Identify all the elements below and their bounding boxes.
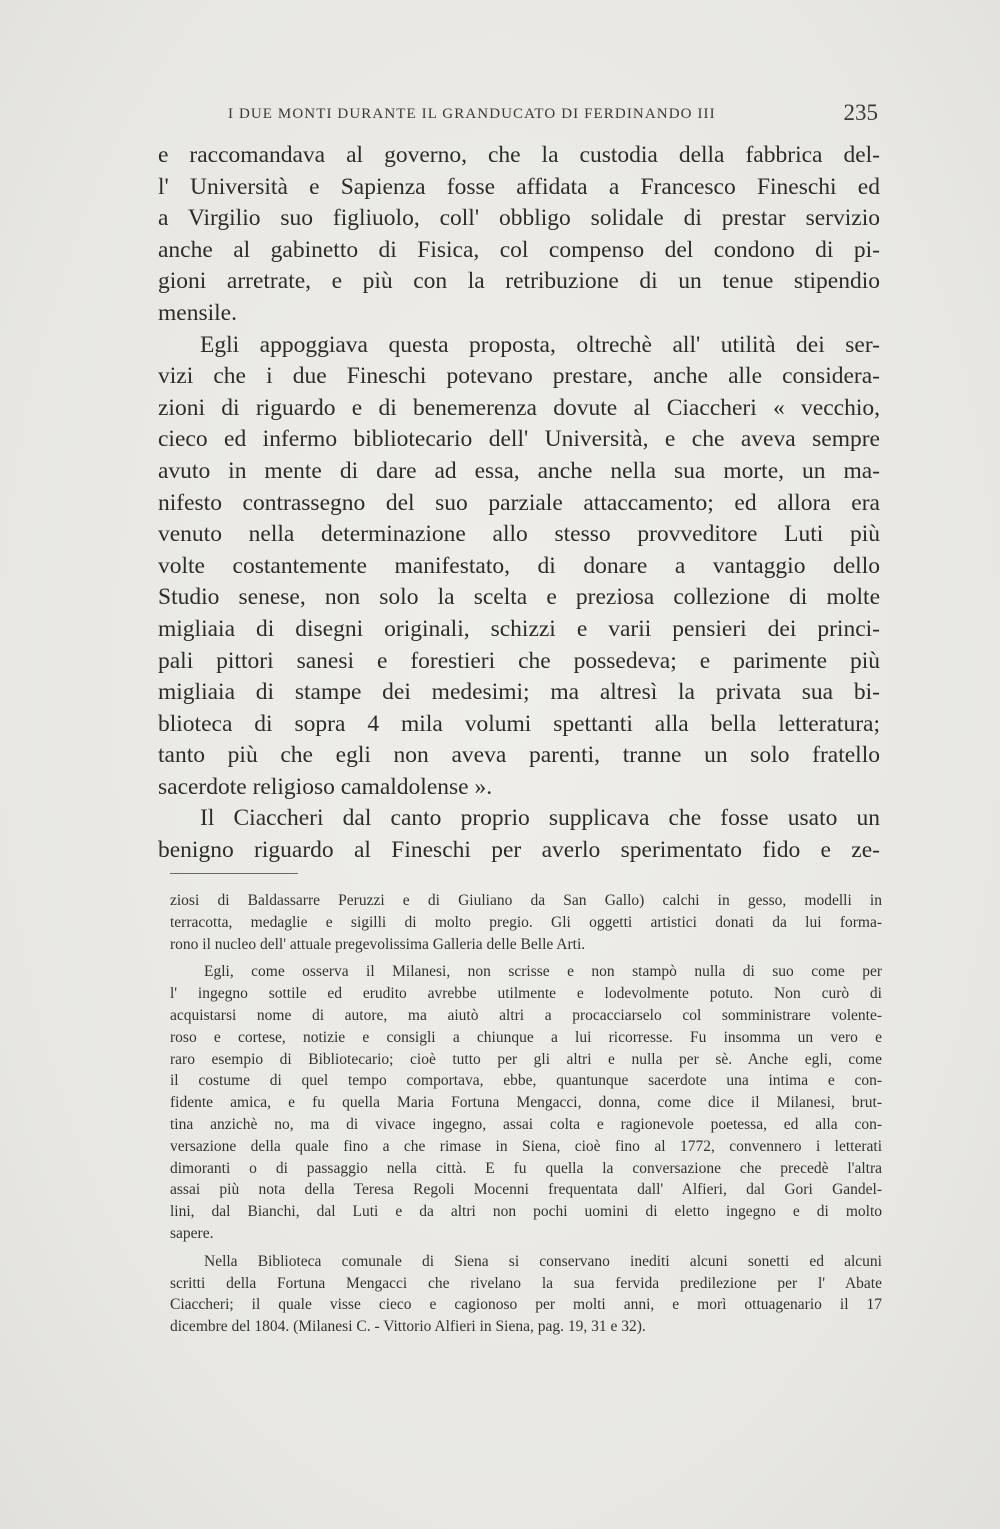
footnote-line: Nella Biblioteca comunale di Siena si conservano inediti alcuni sonetti ed alcuni [204, 1252, 882, 1270]
text-line: volte costantemente manifestato, di donare a vantaggio dello [158, 552, 880, 579]
footnote-line: fidente amica, e fu quella Maria Fortuna Mengacci, donna, come dice il Milanesi, brut- [170, 1094, 882, 1112]
page-number: 235 [843, 100, 878, 125]
footnote-line: rono il nucleo dell' attuale pregevolissima Galleria delle Belle Arti. [170, 935, 586, 953]
footnote-line: terracotta, medaglie e sigilli di molto pregio. Gli oggetti artistici donati da lui forma- [170, 913, 882, 931]
text-line: zioni di riguardo e di benemerenza dovute al Ciaccheri « vecchio, [158, 394, 880, 421]
text-line: cieco ed infermo bibliotecario dell' Università, e che aveva sempre [158, 426, 880, 453]
text-line: e raccomandava al governo, che la custodia della fabbrica del- [158, 142, 880, 168]
text-line: Egli appoggiava questa proposta, oltrechè all' utilità dei ser- [200, 331, 880, 358]
main-text [158, 140, 880, 867]
footnote-line: versazione della quale fino a che rimase in Siena, cioè fino al 1772, convennero i letterati [170, 1137, 882, 1155]
footnote-line: scritti della Fortuna Mengacci che rivelano la sua fervida predilezione per l' Abate [170, 1274, 882, 1292]
text-line: sacerdote religioso camaldolense ». [158, 773, 493, 800]
text-line: Studio senese, non solo la scelta e preziosa collezione di molte [158, 584, 880, 611]
text-line: a Virgilio suo figliuolo, coll' obbligo solidale di prestar servizio [158, 205, 880, 232]
footnote-line: Ciaccheri; il quale visse cieco e cagionoso per molti anni, e morì ottuagenario il 17 [170, 1296, 882, 1314]
footnote-line: raro esempio di Bibliotecario; cioè tutto per gli altri e nulla per sè. Anche egli, come [170, 1050, 882, 1068]
footnote-line: dicembre del 1804. (Milanesi C. - Vittorio Alfieri in Siena, pag. 19, 31 e 32). [170, 1318, 646, 1336]
text-line: tanto più che egli non aveva parenti, tranne un solo fratello [158, 742, 880, 769]
running-head: I DUE MONTI DURANTE IL GRANDUCATO DI FERDINANDO III [228, 106, 716, 122]
text-line: anche al gabinetto di Fisica, col compenso del condono di pi- [158, 236, 880, 263]
text-line: Il Ciaccheri dal canto proprio supplicava che fosse usato un [200, 805, 880, 832]
text-line: mensile. [158, 299, 237, 326]
footnote-line: il costume di quel tempo comportava, ebbe, quantunque sacerdote una intima e con- [170, 1072, 882, 1090]
text-line: pali pittori sanesi e forestieri che possedeva; e parimente più [158, 647, 880, 674]
footnote-line: acquistarsi nome di autore, ma aiutò altri a procacciarselo col somministrare volente- [170, 1006, 882, 1024]
text-line: blioteca di sopra 4 mila volumi spettanti alla bella letteratura; [158, 710, 880, 737]
text-line: venuto nella determinazione allo stesso provveditore Luti più [158, 521, 880, 548]
text-line: vizi che i due Fineschi potevano prestare, anche alle considera- [158, 363, 880, 390]
footnote-line: Egli, come osserva il Milanesi, non scrisse e non stampò nulla di suo come per [204, 963, 882, 981]
footnote-line: tina anzichè no, ma di vivace ingegno, assai colta e ragionevole poetessa, ed alla con- [170, 1115, 882, 1133]
footnote-line: sapere. [170, 1224, 214, 1242]
text-line: migliaia di disegni originali, schizzi e varii pensieri dei princi- [158, 615, 880, 642]
footnotes [170, 890, 882, 1338]
text-line: benigno riguardo al Fineschi per averlo sperimentato fido e ze- [158, 837, 880, 864]
footnote-line: ziosi di Baldassarre Peruzzi e di Giuliano da San Gallo) calchi in gesso, modelli in [170, 892, 882, 909]
footnote-line: roso e cortese, notizie e consigli a chiunque a lui ricorresse. Fu insomma un vero e [170, 1028, 882, 1046]
footnote-divider [170, 873, 298, 874]
text-line: avuto in mente di dare ad essa, anche nella sua morte, un ma- [158, 457, 880, 484]
text-line: l' Università e Sapienza fosse affidata a Francesco Fineschi ed [158, 173, 880, 200]
text-line: migliaia di stampe dei medesimi; ma altresì la privata sua bi- [158, 679, 880, 706]
footnote-line: l' ingegno sottile ed erudito avrebbe utilmente e lodevolmente potuto. Non curò di [170, 985, 882, 1003]
footnote-line: dimoranti o di passaggio nella città. E fu quella la conversazione che precedè l'altra [170, 1159, 882, 1177]
footnote-line: lini, dal Bianchi, dal Luti e da altri non pochi uomini di eletto ingegno e di molto [170, 1203, 882, 1221]
text-line: gioni arretrate, e più con la retribuzione di un tenue stipendio [158, 268, 880, 295]
text-line: nifesto contrassegno del suo parziale attaccamento; ed allora era [158, 489, 880, 516]
footnote-line: assai più nota della Teresa Regoli Mocenni frequentata dall' Alfieri, dal Gori Gandel- [170, 1181, 882, 1199]
page-header [228, 100, 878, 130]
